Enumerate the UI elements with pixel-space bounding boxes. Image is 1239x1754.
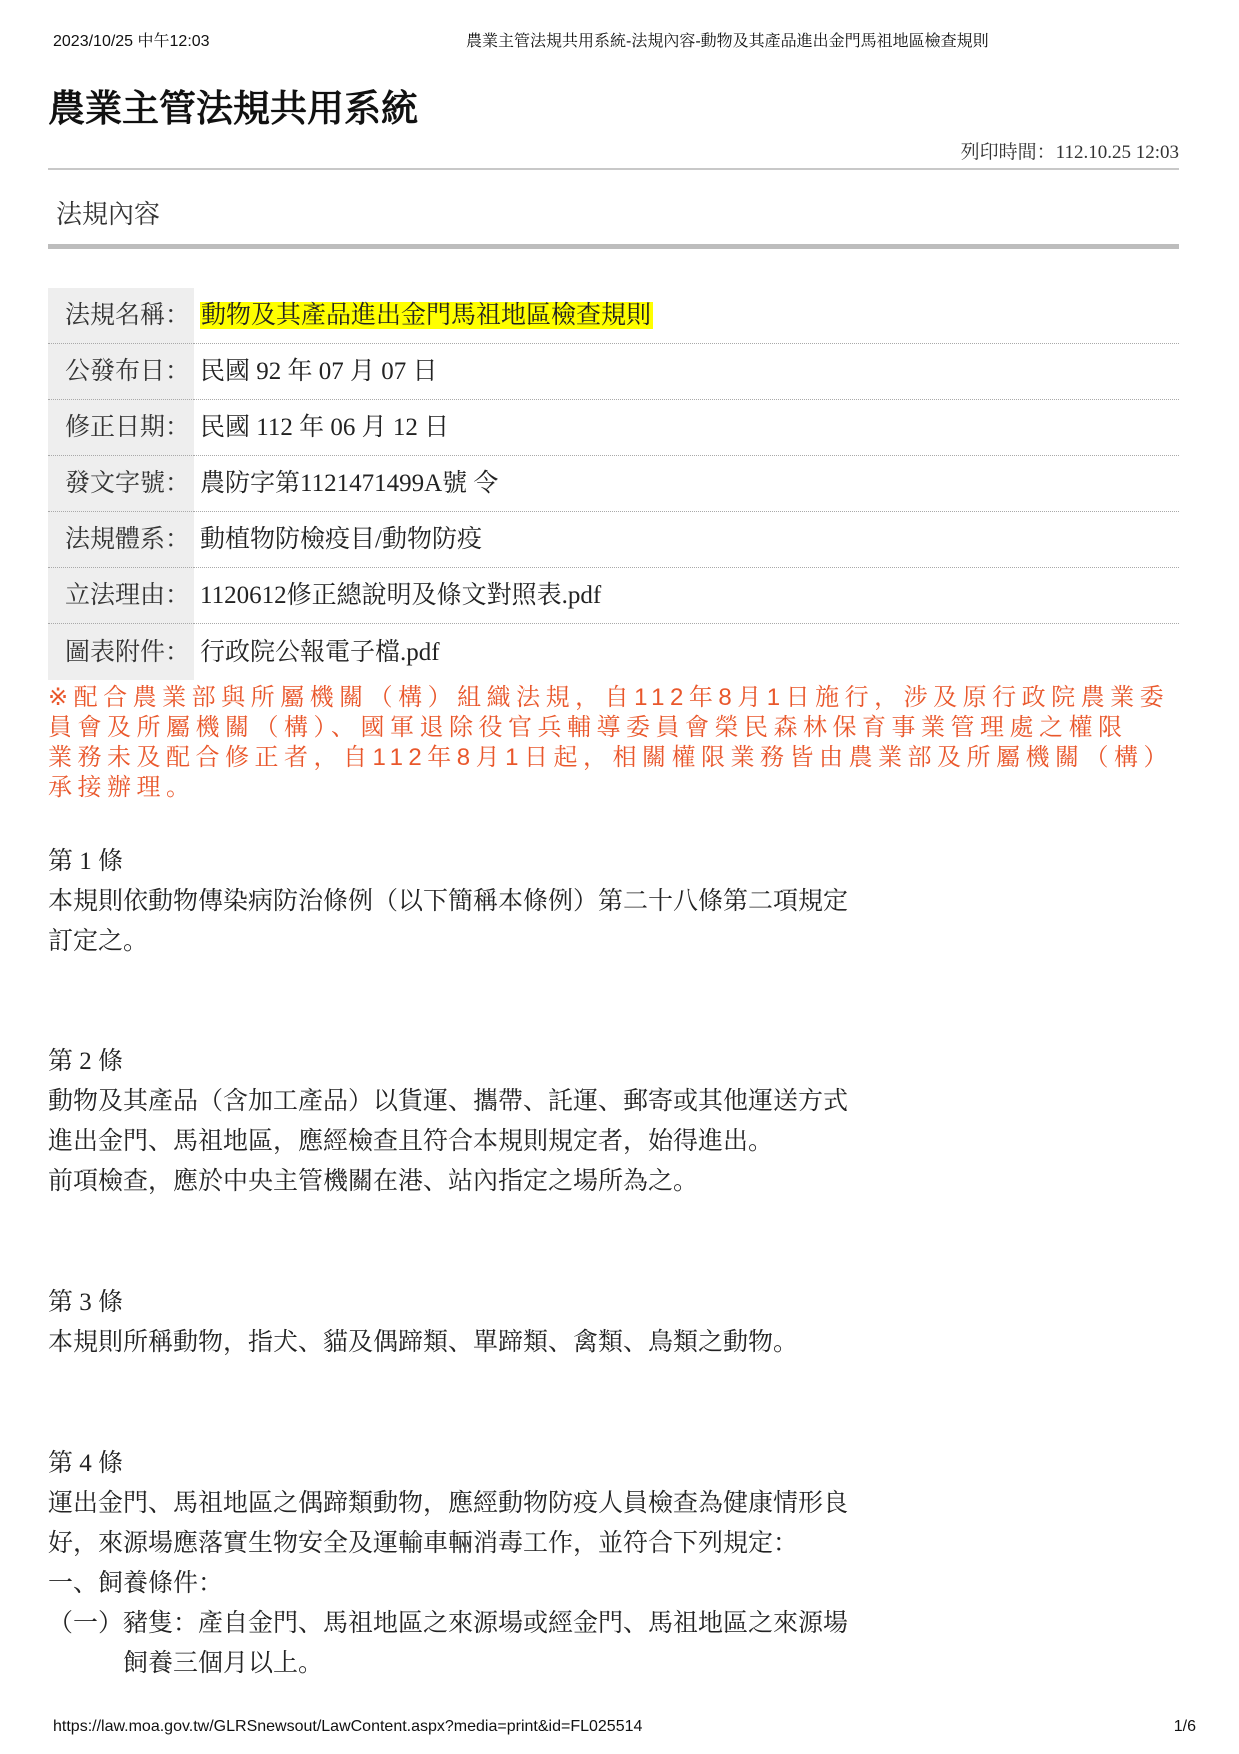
law-info-row-category (48, 512, 1179, 568)
law-info-label-cell (48, 288, 194, 344)
article-text-line: 運出金門、馬祖地區之偶蹄類動物，應經動物防疫人員檢查為健康情形良 (48, 1490, 849, 1517)
section-title: 法規內容 (56, 200, 161, 229)
promulgation-date-value: 民國 92 年 07 月 07 日 (200, 358, 438, 385)
legislative-reason-label: 立法理由： (65, 582, 191, 609)
document-number-label: 發文字號： (65, 470, 191, 497)
attachment-label: 圖表附件： (65, 638, 191, 666)
legislative-reason-pdf-link[interactable]: 1120612修正總說明及條文對照表.pdf (200, 582, 602, 609)
law-info-row-name (48, 288, 1179, 344)
reorganization-notice (48, 683, 1179, 803)
print-header-page-title: 農業主管法規共用系統-法規內容-動物及其產品進出金門馬祖地區檢查規則 (466, 33, 989, 50)
article-text-line: 前項檢查，應於中央主管機關在港、站內指定之場所為之。 (48, 1168, 699, 1195)
law-info-row-legislative-reason (48, 568, 1179, 624)
law-info-label-cell (48, 344, 194, 400)
law-info-row-document-number (48, 456, 1179, 512)
promulgation-date-label: 公發布日： (65, 358, 191, 385)
law-info-value-cell (194, 288, 1179, 344)
article-heading: 第 1 條 (48, 848, 124, 875)
article-2 (48, 1042, 1179, 1202)
section-divider (48, 244, 1179, 249)
law-info-value-cell (194, 344, 1179, 400)
attachment-pdf-link[interactable]: 行政院公報電子檔.pdf (200, 638, 440, 666)
law-info-value-cell (194, 624, 1179, 680)
law-info-label-cell (48, 512, 194, 568)
law-category-label: 法規體系： (65, 526, 191, 553)
article-heading: 第 4 條 (48, 1450, 124, 1477)
notice-line: ※配合農業部與所屬機關（構）組織法規，自112年8月1日施行，涉及原行政院農業委 (48, 684, 1170, 711)
article-3 (48, 1283, 1179, 1363)
article-4 (48, 1444, 1179, 1684)
notice-line: 業務未及配合修正者，自112年8月1日起，相關權限業務皆由農業部及所屬機關（構） (48, 744, 1173, 771)
law-name-value: 動物及其產品進出金門馬祖地區檢查規則 (201, 302, 652, 329)
article-text-line: 本規則依動物傳染病防治條例（以下簡稱本條例）第二十八條第二項規定 (48, 888, 849, 915)
print-header-datetime: 2023/10/25 中午12:03 (53, 33, 210, 50)
article-item-heading: 一、飼養條件： (48, 1570, 224, 1597)
law-info-label-cell (48, 456, 194, 512)
law-info-value-cell (194, 568, 1179, 624)
header-divider (48, 168, 1179, 170)
article-text-line: 訂定之。 (48, 928, 149, 955)
notice-line: 承接辦理。 (48, 774, 196, 801)
article-text-line: 動物及其產品（含加工產品）以貨運、攜帶、託運、郵寄或其他運送方式 (48, 1088, 849, 1115)
law-info-table (48, 288, 1179, 680)
print-footer-url: https://law.moa.gov.tw/GLRSnewsout/LawContent.aspx?media=print&id=FL025514 (53, 1718, 643, 1735)
law-info-label-cell (48, 568, 194, 624)
article-heading: 第 2 條 (48, 1048, 124, 1075)
law-info-row-attachment (48, 624, 1179, 680)
law-info-row-promulgation-date (48, 344, 1179, 400)
law-info-label-cell (48, 400, 194, 456)
law-info-row-amendment-date (48, 400, 1179, 456)
article-subitem-continuation: 飼養三個月以上。 (123, 1650, 324, 1677)
article-heading: 第 3 條 (48, 1289, 124, 1316)
print-time: 列印時間：112.10.25 12:03 (960, 142, 1179, 163)
law-info-value-cell (194, 512, 1179, 568)
amendment-date-label: 修正日期： (65, 414, 191, 441)
notice-line: 員會及所屬機關（構）、國軍退除役官兵輔導委員會榮民森林保育事業管理處之權限 (48, 714, 1128, 741)
law-info-value-cell (194, 400, 1179, 456)
article-subitem-line: （一）豬隻：產自金門、馬祖地區之來源場或經金門、馬祖地區之來源場 (48, 1610, 849, 1637)
article-1 (48, 842, 1179, 962)
print-footer-page-number: 1/6 (1173, 1718, 1196, 1735)
amendment-date-value: 民國 112 年 06 月 12 日 (200, 414, 450, 441)
article-text-line: 好，來源場應落實生物安全及運輸車輛消毒工作，並符合下列規定： (48, 1530, 799, 1557)
site-title: 農業主管法規共用系統 (48, 88, 418, 129)
article-text-line: 本規則所稱動物，指犬、貓及偶蹄類、單蹄類、禽類、鳥類之動物。 (48, 1329, 799, 1356)
document-number-value: 農防字第1121471499A號 令 (200, 470, 499, 497)
article-text-line: 進出金門、馬祖地區，應經檢查且符合本規則規定者，始得進出。 (48, 1128, 774, 1155)
law-info-value-cell (194, 456, 1179, 512)
law-info-label-cell (48, 624, 194, 680)
law-category-value: 動植物防檢疫目/動物防疫 (200, 526, 482, 553)
law-name-label: 法規名稱： (65, 302, 191, 329)
